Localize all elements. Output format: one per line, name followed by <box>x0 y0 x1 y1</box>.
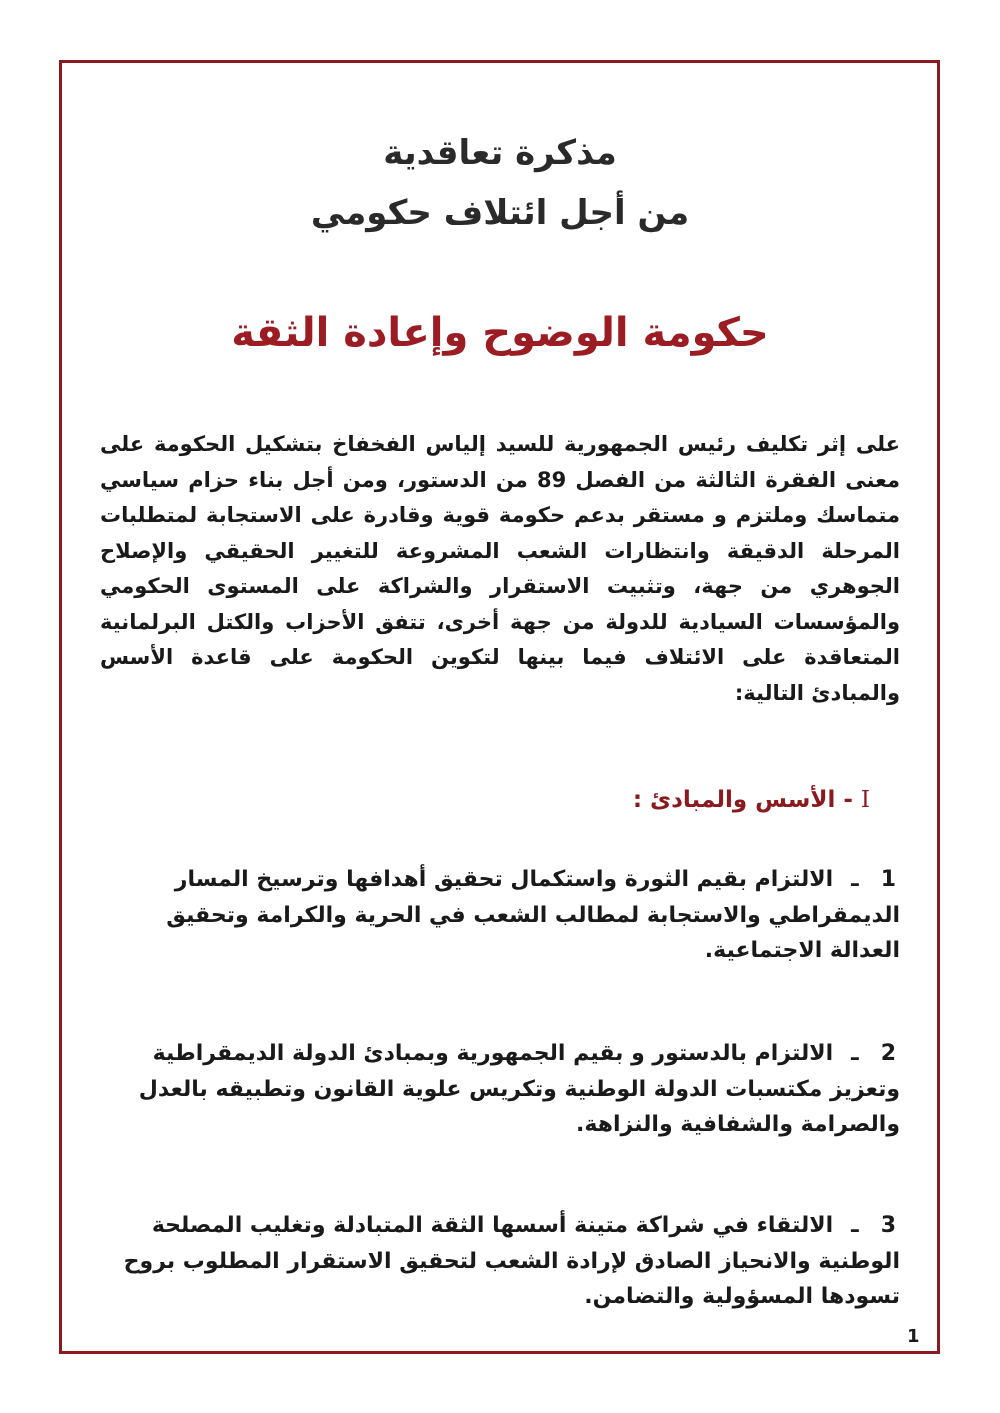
principle-number: 3 <box>880 1213 896 1238</box>
principle-dash: ـ <box>851 867 859 892</box>
principle-dash: ـ <box>851 1213 859 1238</box>
principle-text: الالتزام بالدستور و بقيم الجمهورية وبمبادئ الدولة الديمقراطية وتعزيز مكتسبات الدولة الوطنية وتكريس علوية القانون وتطبيقه بالعدل والصرامة والشفافية والنزاهة. <box>138 1041 900 1137</box>
intro-paragraph: على إثر تكليف رئيس الجمهورية للسيد إلياس الفخفاخ بتشكيل الحكومة على معنى الفقرة الثالثة من الفصل 89 من الدستور، ومن أجل بناء حزام سياسي متماسك وملتزم و مستقر بدعم حكومة قوية وقادرة على الاستجابة لمتطلبات المرحلة الدقيقة وانتظارات الشعب المشروعة للتغيير الحقيقي والإصلاح الجوهري من جهة، وتثبيت الاستقرار والشراكة على المستوى الحكومي والمؤسسات السيادية للدولة من جهة أخرى، تتفق الأحزاب والكتل البرلمانية المتعاقدة على الائتلاف فيما بينها لتكوين الحكومة على قاعدة الأسس والمبادئ التالية: <box>100 432 900 705</box>
principle-number: 1 <box>880 867 896 892</box>
document-subtitle: حكومة الوضوح وإعادة الثقة <box>231 310 769 356</box>
principle-text: الالتزام بقيم الثورة واستكمال تحقيق أهدافها وترسيخ المسار الديمقراطي والاستجابة لمطالب الشعب في الحرية والكرامة وتحقيق العدالة الاجتماعية. <box>166 867 900 963</box>
principle-dash: ـ <box>851 1041 859 1066</box>
section-heading-label: الأسس والمبادئ : <box>632 787 836 813</box>
document-title-line-2: من أجل ائتلاف حكومي <box>310 193 690 233</box>
principle-item-1 <box>100 862 900 969</box>
principle-number: 2 <box>880 1041 896 1066</box>
document-title-line-1: مذكرة تعاقدية <box>383 133 617 173</box>
principle-item-3 <box>100 1208 900 1315</box>
section-roman-numeral: I <box>860 787 870 813</box>
principle-text: الالتقاء في شراكة متينة أسسها الثقة المتبادلة وتغليب المصلحة الوطنية والانحياز الصادق لإرادة الشعب لتحقيق الاستقرار المطلوب بروح تسودها المسؤولية والتضامن. <box>123 1213 900 1309</box>
section-heading-separator: - <box>843 787 853 813</box>
principle-item-2 <box>100 1036 900 1143</box>
page-number: 1 <box>907 1326 920 1347</box>
section-heading <box>633 782 870 818</box>
